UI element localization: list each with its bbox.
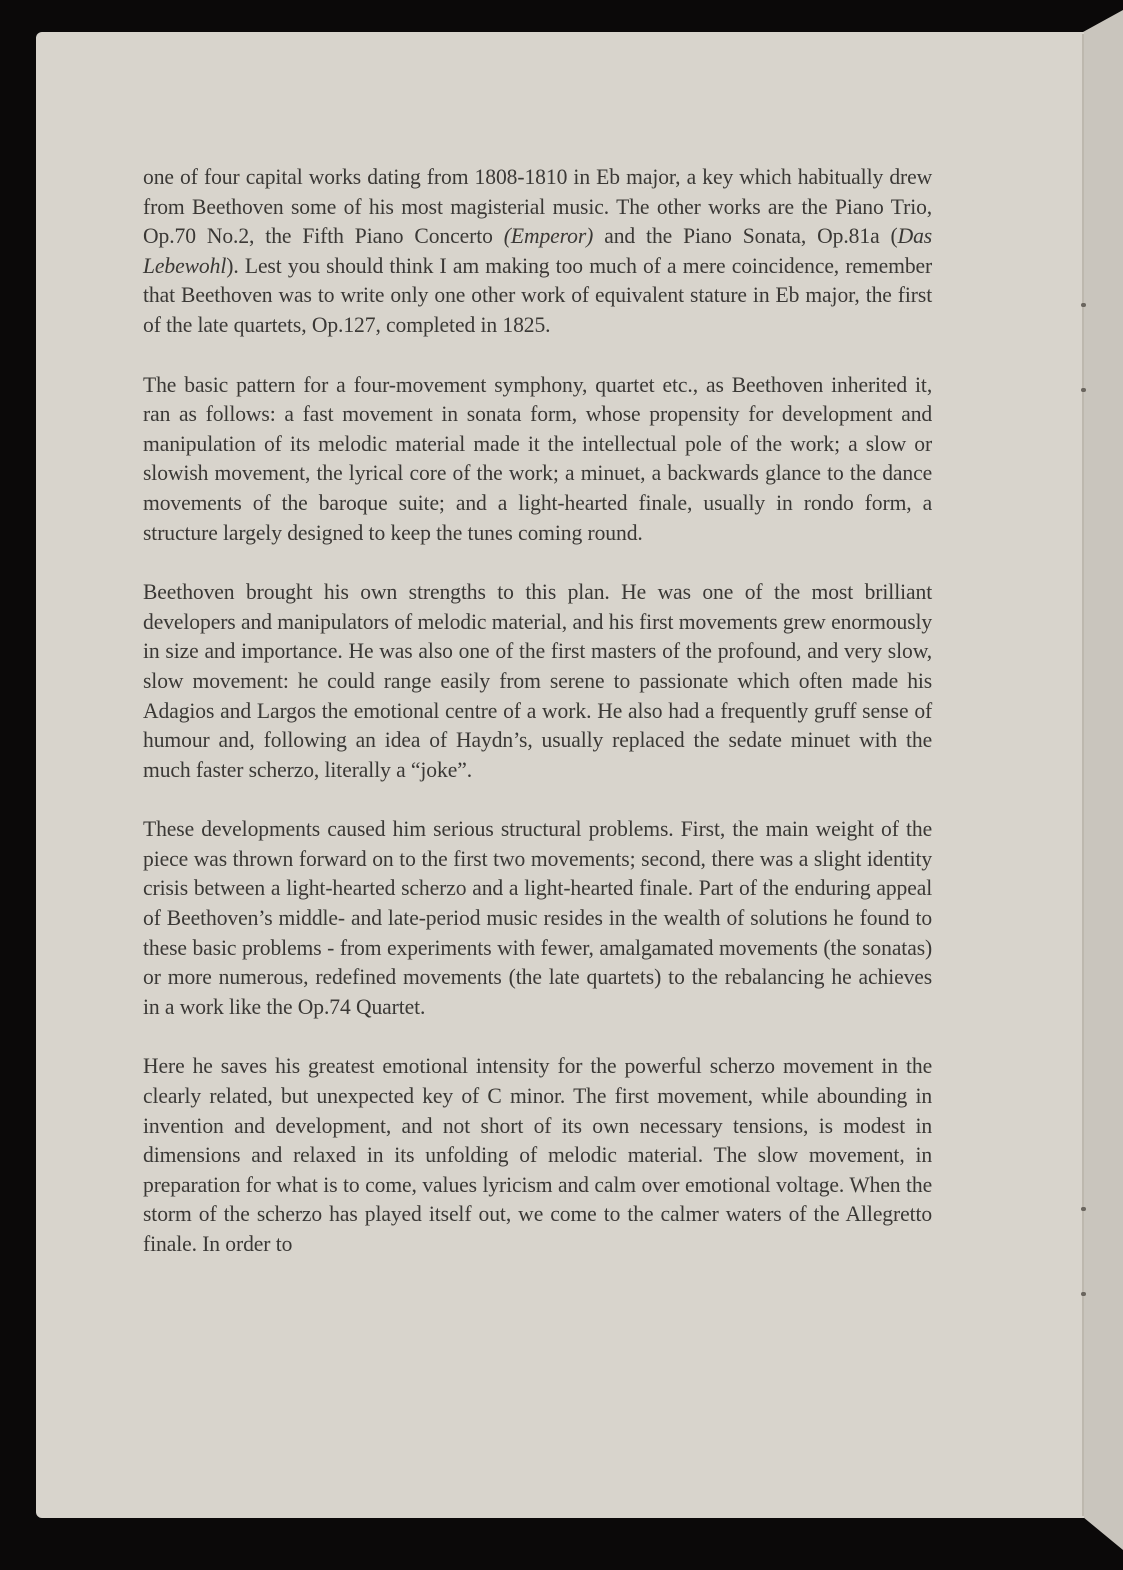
text-segment: These developments caused him serious structural problems. First, the main weight of the piece was thrown forward on to the first two movements; second, there was a slight identity crisis between a light-hearted scherzo and a light-hearted finale. Part of the enduring appeal of Beethoven’s middle- and late-period music resides in the wealth of solutions he found to these basic problems - from experiments with fewer, amalgamated movements (the sonatas) or more numerous, redefined movements (the late quartets) to the rebalancing he achieves in a work like the Op.74 Quartet. [143, 816, 933, 1019]
body-text [143, 162, 932, 1289]
text-segment: Here he saves his greatest emotional intensity for the powerful scherzo movement in the clearly related, but unexpected key of C minor. The first movement, while abounding in invention and development, and not short of its own necessary tensions, is modest in dimensions and relaxed in its unfolding of melodic material. The slow movement, in preparation for what is to come, values lyricism and calm over emotional voltage. When the storm of the scherzo has played itself out, we come to the calmer waters of the Allegretto finale. In order to [143, 1053, 933, 1256]
binding-mark [1081, 1292, 1086, 1296]
paragraph-3 [143, 577, 932, 784]
italic-title: Das Lebewohl [143, 223, 933, 278]
text-segment: and the Piano Sonata, Op.81a ( [593, 223, 898, 249]
binding-mark [1081, 303, 1086, 307]
paragraph-4 [143, 814, 932, 1021]
italic-title: (Emperor) [503, 223, 594, 249]
text-segment: ). Lest you should think I am making too much of a mere coincidence, remember that Beethoven was to write only one other work of equivalent stature in Eb major, the first of the late quartets, Op.127, completed in 1825. [143, 252, 933, 337]
text-segment: one of four capital works dating from 1808-1810 in Eb major, a key which habitually drew from Beethoven some of his most magisterial music. The other works are the Piano Trio, Op.70 No.2, the Fifth Piano Concerto [143, 164, 933, 249]
paragraph-1 [143, 162, 932, 340]
binding-mark [1081, 388, 1086, 392]
text-segment: Beethoven brought his own strengths to this plan. He was one of the most brilliant developers and manipulators of melodic material, and his first movements grew enormously in size and importance. He was also one of the first masters of the profound, and very slow, slow movement: he could range easily from serene to passionate which often made his Adagios and Largos the emotional centre of a work. He also had a frequently gruff sense of humour and, following an idea of Haydn’s, usually replaced the sedate minuet with the much faster scherzo, literally a “joke”. [143, 579, 933, 782]
paragraph-5 [143, 1051, 932, 1258]
adjacent-page [1083, 10, 1123, 1570]
paragraph-2 [143, 370, 932, 548]
text-segment: The basic pattern for a four-movement symphony, quartet etc., as Beethoven inherited it, ran as follows: a fast movement in sonata form, whose propensity for development and manipulation of its melodic material made it the intellectual pole of the work; a slow or slowish movement, the lyrical core of the work; a minuet, a backwards glance to the dance movements of the baroque suite; and a light-hearted finale, usually in rondo form, a structure largely designed to keep the tunes coming round. [143, 371, 933, 545]
binding-mark [1081, 1207, 1086, 1211]
